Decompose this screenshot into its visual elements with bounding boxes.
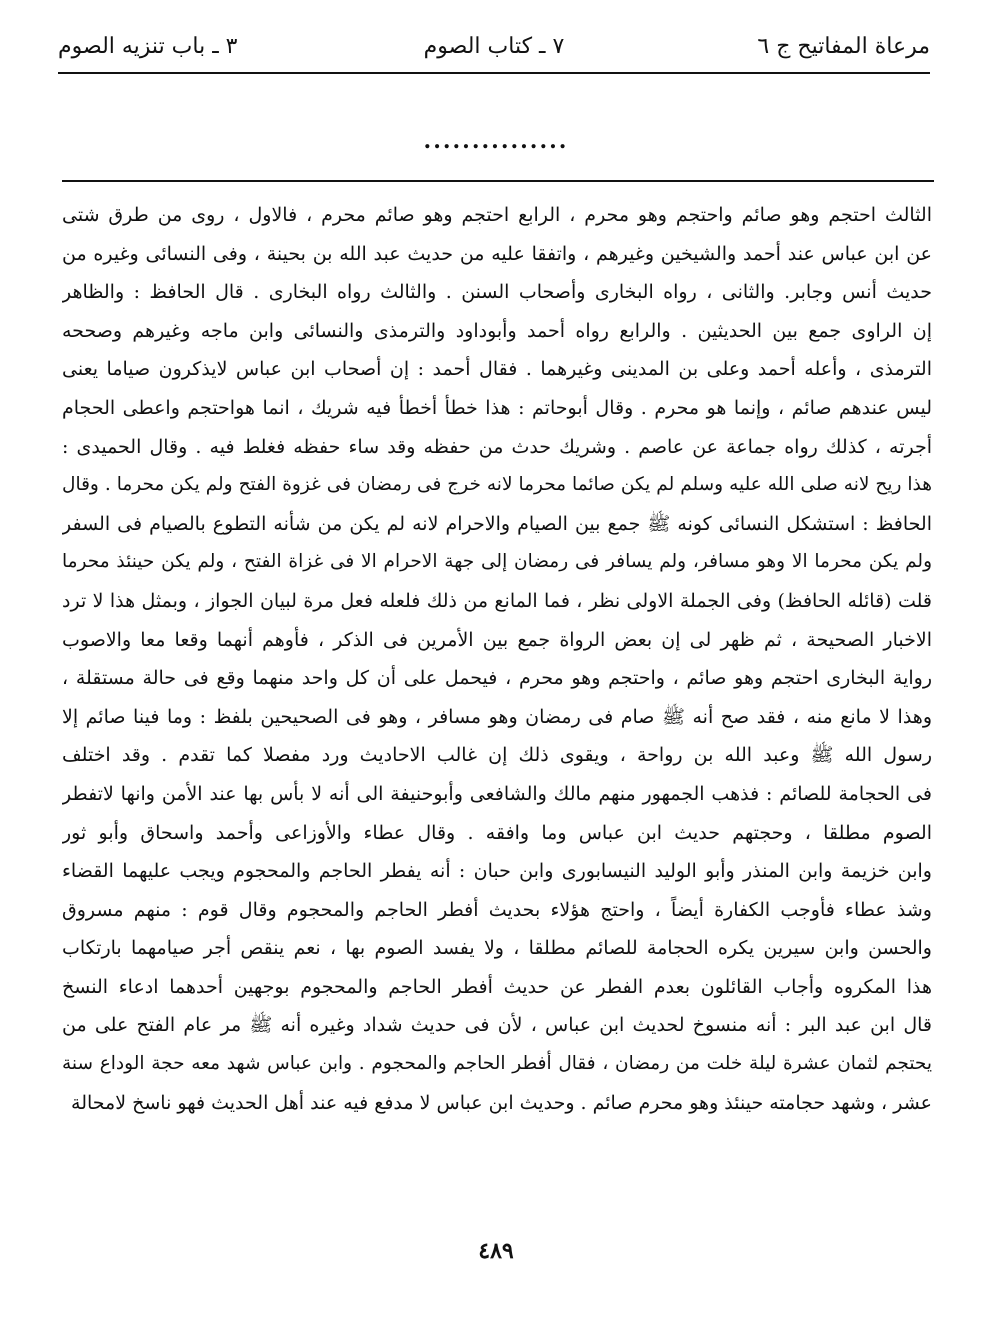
text-line: وشذ عطاء فأوجب الكفارة أيضاً ، واحتج هؤلاء بحديث أفطر الحاجم والمحجوم وقال قوم : منهم مسروق — [62, 898, 932, 921]
page-number: ٤٨٩ — [478, 1238, 514, 1264]
text-line: قال ابن عبد البر : أنه منسوخ لحديث ابن عباس ، لأن فى حديث شداد وغيره أنه ﷺ مر عام الفتح على من — [62, 1014, 932, 1037]
text-line: الصوم مطلقا ، وحجتهم حديث ابن عباس وما وافقه . وقال عطاء والأوزاعى وأحمد واسحاق وأبو ثور — [62, 821, 932, 844]
section-rule — [62, 180, 934, 182]
text-line: أجرته ، كذلك رواه جماعة عن عاصم . وشريك حدث من حفظه وقد ساء حفظه فغلط فيه . وقال الحميدى : — [62, 435, 932, 458]
header-book-title: مرعاة المفاتيح ج ٦ — [757, 34, 930, 59]
text-line: رواية البخارى احتجم وهو صائم ، واحتجم وهو محرم ، فيحمل على أن كل واحد منهما وقع فى حالة مستقلة ، — [62, 667, 932, 690]
dotted-separator: ............... — [423, 128, 569, 154]
text-line: الاخبار الصحيحة ، ثم ظهر لى إن بعض الرواة جمع بين الأمرين فى الذكر ، فأوهم أنهما وقعا معا والاصوب — [62, 628, 932, 651]
text-line: فى الحجامة للصائم : فذهب الجمهور منهم مالك والشافعى وأبوحنيفة الى أنه لا بأس بها عند الأمن وانها لاتفطر — [62, 782, 932, 805]
header-rule — [58, 72, 930, 74]
text-line: إن الراوى جمع بين الحديثين . والرابع رواه أحمد وأبوداود والترمذى والنسائى وابن ماجه وغيرهم وصححه — [62, 319, 932, 342]
running-header — [58, 30, 930, 70]
text-line: هذا ريح لانه صلى الله عليه وسلم لم يكن صائما محرما لانه خرج فى رمضان فى غزوة الفتح ولم يكن محرما . وقال — [62, 474, 932, 496]
text-line: هذا المكروه وأجاب القائلون بعدم الفطر عن حديث أفطر الحاجم والمحجوم بوجهين أحدهما ادعاء النسخ — [62, 975, 932, 998]
text-line: الثالث احتجم وهو صائم واحتجم وهو محرم ، الرابع احتجم وهو صائم محرم ، فالاول ، روى من طرق شتى — [62, 204, 932, 226]
text-line: عن ابن عباس عند أحمد والشيخين وغيرهم ، واتفقا عليه من حديث عبد الله بن بحينة ، وفى النسائى وغيره من — [62, 242, 932, 265]
header-chapter: ٧ ـ كتاب الصوم — [423, 34, 565, 59]
text-line: والحسن وابن سيرين يكره الحجامة للصائم مطلقا ، ولا يفسد الصوم بها ، نعم ينقص أجر صيامهما بارتكاب — [62, 937, 932, 960]
text-line: الحافظ : استشكل النسائى كونه ﷺ جمع بين الصيام والاحرام لانه لم يكن من شأنه التطوع بالصيام فى السفر — [62, 512, 932, 535]
header-section: ٣ ـ باب تنزيه الصوم — [58, 34, 238, 59]
text-line: قلت (قائله الحافظ) وفى الجملة الاولى نظر ، فما المانع من ذلك فلعله فعل مرة لبيان الجواز ، وبمثل هذا لا ترد — [62, 589, 932, 612]
text-line: ليس عندهم صائم ، وإنما هو محرم . وقال أبوحاتم : هذا خطأ أخطأ فيه شريك ، انما هواحتجم واعطى الحجام — [62, 396, 932, 419]
text-line: رسول الله ﷺ وعبد الله بن رواحة ، ويقوى ذلك إن غالب الاحاديث ورد مفصلا كما تقدم . وقد اختلف — [62, 744, 932, 767]
text-line: عشر ، وشهد حجامته حينئذ وهو محرم صائم . وحديث ابن عباس لا مدفع فيه عند أهل الحديث فهو ناسخ لامحالة — [71, 1091, 932, 1114]
text-line: وهذا لا مانع منه ، فقد صح أنه ﷺ صام فى رمضان وهو مسافر ، وهو فى الصحيحين بلفظ : وما فينا صائم إلا — [62, 705, 932, 728]
text-line: الترمذى ، وأعله أحمد وعلى بن المدينى وغيرهما . فقال أحمد : إن أصحاب ابن عباس لايذكرون صياما يعنى — [62, 358, 932, 381]
text-line: حديث أنس وجابر. والثانى ، رواه البخارى وأصحاب السنن . والثالث رواه البخارى . قال الحافظ : والظاهر — [62, 281, 932, 304]
text-line: يحتجم لثمان عشرة ليلة خلت من رمضان ، فقال أفطر الحاجم والمحجوم . وابن عباس شهد معه حجة الوداع سنة — [62, 1053, 932, 1075]
text-line: وابن خزيمة وابن المنذر وأبو الوليد النيسابورى وابن حبان : أنه يفطر الحاجم والمحجوم ويجب عليهما القضاء — [62, 860, 932, 883]
text-line: ولم يكن محرما الا وهو مسافر، ولم يسافر فى رمضان إلى جهة الاحرام الا فى غزاة الفتح ، ولم يكن حينئذ محرما — [62, 551, 932, 573]
commentary-text — [62, 196, 932, 1122]
